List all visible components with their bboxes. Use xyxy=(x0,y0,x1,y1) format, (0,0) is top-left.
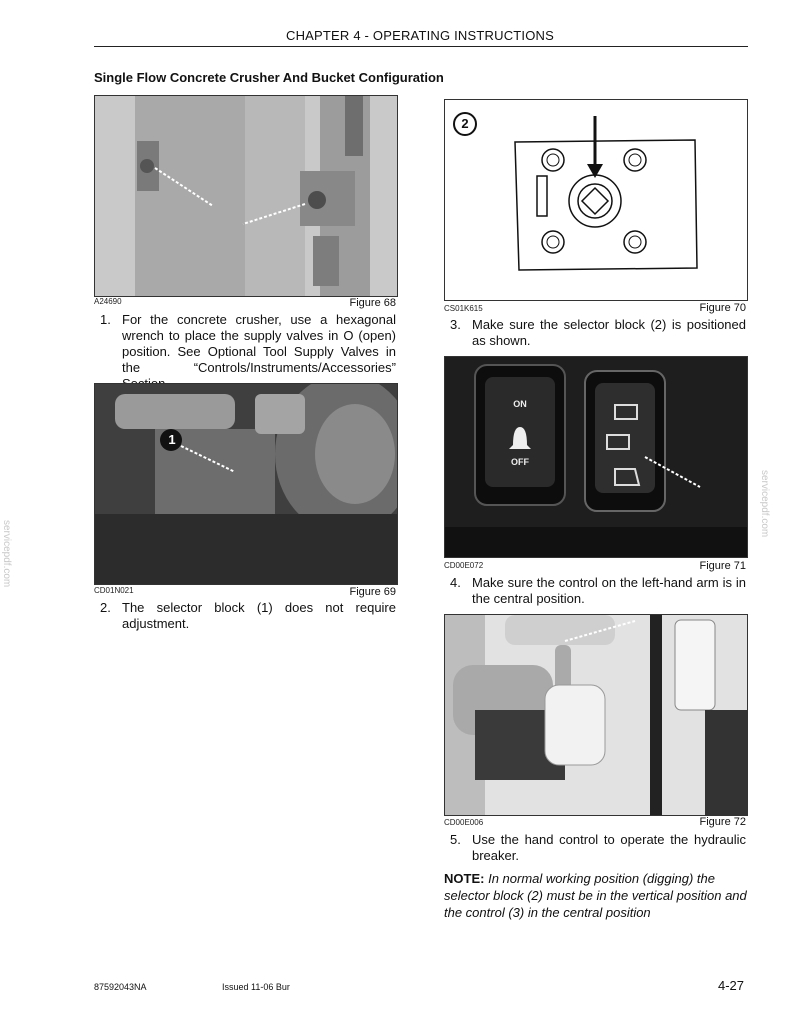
figure-72-code: CD00E006 xyxy=(444,818,484,827)
callout-1: 1 xyxy=(168,432,176,447)
step-3 xyxy=(450,317,746,351)
figure-72-photo xyxy=(444,614,748,816)
note-label: NOTE: xyxy=(444,871,485,886)
step-2-text: The selector block (1) does not require adjustment. xyxy=(122,600,396,631)
step-4-text: Make sure the control on the left-hand arm is in the central position. xyxy=(472,575,746,606)
step-1-number: 1. xyxy=(100,312,111,327)
figure-70-caption: Figure 70 xyxy=(699,302,746,314)
step-4-number: 4. xyxy=(450,575,461,590)
chapter-title: CHAPTER 4 - OPERATING INSTRUCTIONS xyxy=(285,28,555,43)
footer-doc-code: 87592043NA xyxy=(94,982,147,992)
figure-71-photo xyxy=(444,356,748,558)
watermark-right: servicepdf.com xyxy=(759,470,770,538)
step-3-number: 3. xyxy=(450,317,461,332)
figure-72-caption: Figure 72 xyxy=(699,816,746,828)
watermark-left: servicepdf.com xyxy=(1,520,12,588)
step-4 xyxy=(450,575,746,609)
note-text: In normal working position (digging) the selector block (2) must be in the vertical position and the control (3) in the central position xyxy=(444,871,747,920)
figure-71-code: CD00E072 xyxy=(444,561,484,570)
page-number: 4-27 xyxy=(718,978,745,993)
note-block xyxy=(444,870,748,921)
step-5-number: 5. xyxy=(450,832,461,847)
step-2-number: 2. xyxy=(100,600,111,615)
section-title: Single Flow Concrete Crusher And Bucket Configuration xyxy=(94,70,444,85)
figure-68-code: A24690 xyxy=(94,297,122,306)
step-2 xyxy=(100,600,396,634)
step-5-text: Use the hand control to operate the hydraulic breaker. xyxy=(472,832,746,863)
header-rule xyxy=(94,46,748,47)
step-1 xyxy=(100,312,396,378)
step-3-text: Make sure the selector block (2) is positioned as shown. xyxy=(472,317,746,348)
step-1-text: For the concrete crusher, use a hexagonal wrench to place the supply valves in O (open) position. See Optional Tool Supply Valves in the “Controls/Instruments/Accessories” xyxy=(122,312,396,375)
switch-off-label: OFF xyxy=(511,457,529,467)
figure-69-caption: Figure 69 xyxy=(349,586,396,598)
figure-69-code: CD01N021 xyxy=(94,586,134,595)
footer-issue: Issued 11-06 Bur xyxy=(222,982,290,992)
step-5 xyxy=(450,832,746,866)
figure-69-photo xyxy=(94,383,398,585)
figure-70-drawing xyxy=(444,99,748,301)
figure-68-photo xyxy=(94,95,398,297)
callout-2: 2 xyxy=(461,116,469,131)
switch-on-label: ON xyxy=(513,399,527,409)
figure-70-code: CS01K615 xyxy=(444,304,483,313)
figure-68-caption: Figure 68 xyxy=(349,297,396,309)
figure-71-caption: Figure 71 xyxy=(699,560,746,572)
